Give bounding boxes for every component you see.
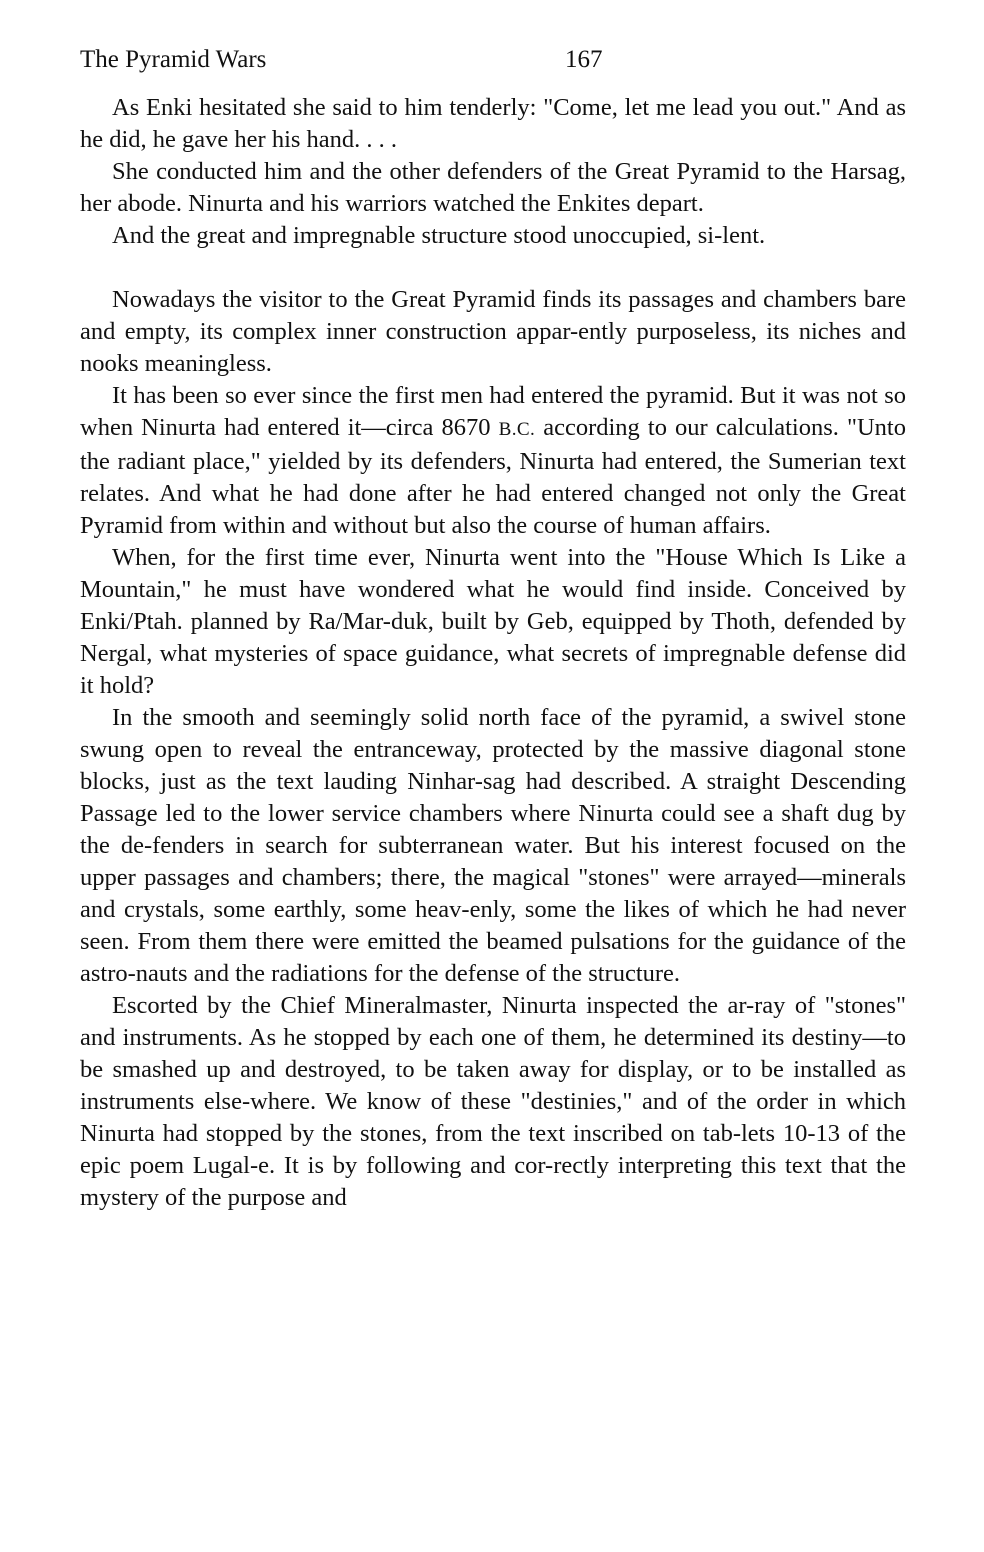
page-header	[80, 40, 906, 80]
paragraph-structure-unoccupied: And the great and impregnable structure stood unoccupied, si-lent.	[112, 222, 766, 249]
paragraph-it-has-been-so-part-2: according to our calculations. "Unto the radiant place," yielded by its defenders, Ninurta had entered, the Sumerian text relates. And what he had done after he had entered changed not only the Great Pyramid from within and without but also the course of human affairs.	[80, 414, 906, 539]
body-text	[80, 92, 906, 1214]
running-title: The Pyramid Wars	[80, 46, 267, 73]
paragraph-it-has-been-so	[80, 380, 906, 542]
paragraph-it-has-been-so-part-1: It has been so ever since the first men had entered the pyramid. But it was not so when Ninurta had entered it—circa 8670	[80, 382, 906, 441]
era-abbreviation: B.C.	[498, 419, 536, 440]
paragraph-enki-hesitated: As Enki hesitated she said to him tenderly: "Come, let me lead you out." And as he did, he gave her his hand. . . .	[80, 94, 906, 153]
paragraph-north-face: In the smooth and seemingly solid north face of the pyramid, a swivel stone swung open to reveal the entranceway, protected by the massive diagonal stone blocks, just as the text lauding Ninhar-sag had described. A straight Descending Passage led to the lower service chambers where Ninurta could see a shaft dug by the de-fenders in search for subterranean water. But his interest focused on the upper passages and chambers; there, the magical "stones" were arrayed—minerals and crystals, some earthly, some heav-enly, some the likes of which he had never seen. From them there were emitted the beamed pulsations for the guidance of the astro-nauts and the radiations for the defense of the structure.	[80, 704, 906, 987]
paragraph-when-for-the-first-time: When, for the first time ever, Ninurta went into the "House Which Is Like a Mountain," he must have wondered what he would find inside. Conceived by Enki/Ptah. planned by Ra/Mar-duk, built by Geb, equipped by Thoth, defended by Nergal, what mysteries of space guidance, what secrets of impregnable defense did it hold?	[80, 544, 906, 699]
book-page	[80, 40, 906, 1214]
paragraph-she-conducted: She conducted him and the other defenders of the Great Pyramid to the Harsag, her abode. Ninurta and his warriors watched the Enkites depart.	[80, 158, 906, 217]
page-number: 167	[565, 46, 603, 73]
paragraph-nowadays: Nowadays the visitor to the Great Pyramid finds its passages and chambers bare and empty, its complex inner construction appar-ently purposeless, its niches and nooks meaningless.	[80, 286, 906, 377]
paragraph-escorted: Escorted by the Chief Mineralmaster, Ninurta inspected the ar-ray of "stones" and instruments. As he stopped by each one of them, he determined its destiny—to be smashed up and destroyed, to be taken away for display, or to be installed as instruments else-where. We know of these "destinies," and of the order in which Ninurta had stopped by the stones, from the text inscribed on tab-lets 10-13 of the epic poem Lugal-e. It is by following and cor-rectly interpreting this text that the mystery of the purpose and	[80, 992, 906, 1211]
